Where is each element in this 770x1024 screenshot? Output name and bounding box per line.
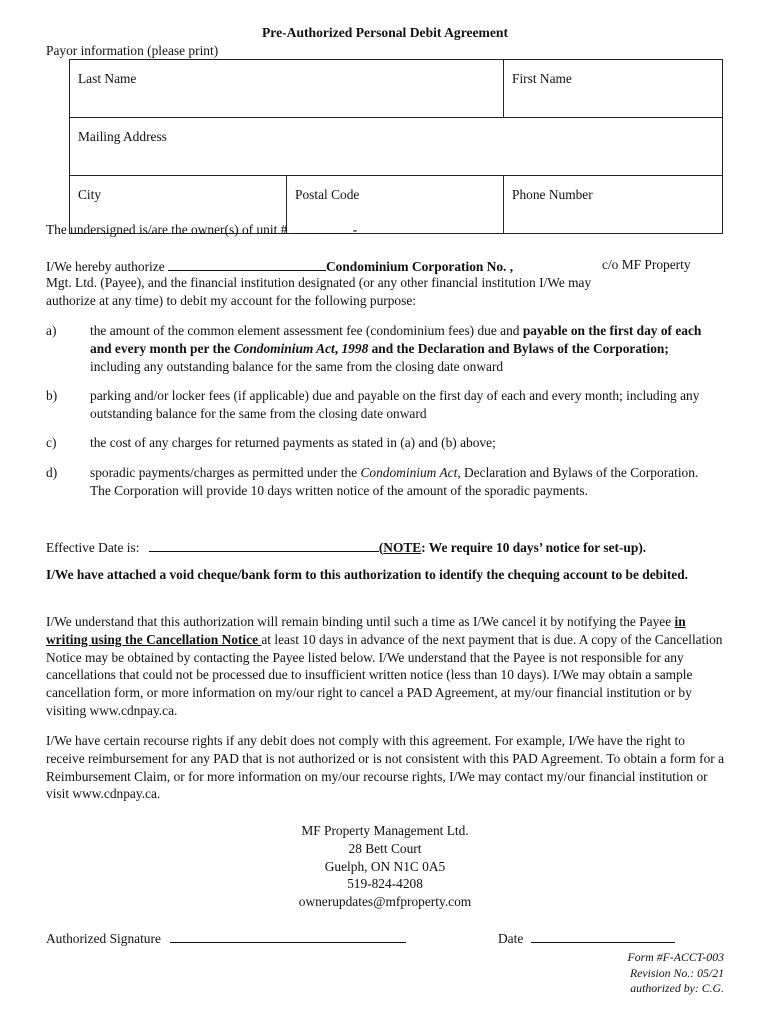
item-d-part-1: sporadic payments/charges as permitted under the — [90, 465, 361, 480]
cancellation-notice-emphasis: in writing using the Cancellation Notice — [46, 614, 686, 647]
authorize-text-2: c/o MF Property — [602, 257, 691, 272]
owner-unit-suffix: - — [352, 222, 358, 237]
first-name-label: First Name — [512, 71, 572, 86]
item-b-text: parking and/or locker fees (if applicable) due and payable on the first day of each and every month; including any outstanding balance for the same from the closing date onward — [90, 388, 700, 421]
owner-unit-line — [46, 219, 726, 239]
date-label: Date — [498, 931, 524, 946]
signature-line — [46, 928, 406, 948]
signature-blank[interactable] — [170, 928, 406, 943]
note-word: NOTE — [383, 540, 422, 555]
item-d-act-name: Condominium Act — [360, 465, 458, 480]
binding-text-1: I/We understand that this authorization will remain binding until such a time as I/We cancel it by notifying the Payee — [46, 614, 675, 629]
authorize-paragraph — [46, 256, 726, 310]
mailing-address-label: Mailing Address — [78, 129, 167, 144]
recourse-paragraph: I/We have certain recourse rights if any debit does not comply with this agreement. For example, I/We have the right to receive reimbursement for any PAD that is not authorized or is not consistent with this PAD Agreement. To obtain a form for a Reimbursement Claim, or for more information on my/our recourse rights, I/We may contact my/our financial institution or visit www.cdnpay.ca. — [46, 733, 725, 802]
email-address: ownerupdates@mfproperty.com — [298, 894, 472, 910]
item-a-text — [90, 322, 720, 375]
revision-number: Revision No.: 05/21 — [629, 965, 724, 980]
phone-number-label: Phone Number — [512, 187, 593, 202]
city-province-postal: Guelph, ON N1C 0A5 — [324, 858, 446, 874]
document-title: Pre-Authorized Personal Debit Agreement — [261, 25, 508, 40]
unit-number-blank[interactable] — [291, 219, 353, 234]
void-cheque-notice — [46, 566, 726, 584]
item-c-letter: c) — [46, 435, 57, 450]
authorize-line-2: Mgt. Ltd. (Payee), and the financial institution designated (or any other financial institution I/We may — [46, 275, 592, 290]
item-d-part-3: , Declaration and Bylaws of the Corporation. The Corporation will provide 10 days written notice of the amount of the sporadic payments. — [90, 465, 699, 498]
payor-info-label: Payor information (please print) — [46, 43, 219, 58]
item-a-part-2: payable on the first day of each and every month per the — [90, 323, 702, 356]
item-a-act-name: Condominium Act — [233, 340, 335, 356]
payee-address-block — [0, 822, 770, 911]
postal-code-label: Postal Code — [295, 187, 360, 202]
authorize-line-3: authorize at any time) to debit my account for the following purpose: — [46, 292, 416, 308]
item-d-text — [90, 464, 720, 500]
first-name-field[interactable] — [504, 60, 723, 118]
signature-label: Authorized Signature — [46, 931, 161, 946]
item-d-letter: d) — [46, 465, 58, 480]
item-a-part-4: , — [334, 340, 342, 356]
payor-info-table — [69, 59, 723, 234]
last-name-field[interactable] — [70, 60, 504, 118]
owner-unit-text: The undersigned is/are the owner(s) of unit # — [46, 222, 291, 237]
mailing-address-field[interactable] — [70, 118, 723, 176]
effective-date-label: Effective Date is: — [46, 540, 140, 555]
note-text: : We require 10 days’ notice for set-up). — [421, 540, 647, 555]
binding-text-2: at least 10 days in advance of the next payment that is due. A copy of the Cancellation Notice may be obtained by contacting the Payee listed below. I/We understand that the Payee is not responsible for any cancellations that could not be processed due to insufficient written notice (less than 10 days). I/We may obtain a sample cancellation form, or more information on my/our right to cancel a PAD Agreement, at my/our financial institution or by visiting www.cdnpay.ca. — [46, 631, 723, 718]
item-a-year: 1998 — [341, 340, 369, 356]
last-name-label: Last Name — [78, 71, 137, 86]
form-number: Form #F-ACCT-003 — [627, 950, 724, 964]
city-label: City — [78, 187, 102, 202]
authorize-text-1: I/We hereby authorize — [46, 259, 168, 274]
date-blank[interactable] — [531, 928, 675, 943]
binding-paragraph — [46, 613, 726, 720]
date-line — [498, 928, 675, 948]
void-cheque-text: I/We have attached a void cheque/bank form to this authorization to identify the chequing account to be debited. — [46, 567, 689, 582]
item-c-text: the cost of any charges for returned payments as stated in (a) and (b) above; — [90, 435, 496, 450]
item-a-part-6: and the Declaration and Bylaws of the Corporation; — [368, 340, 669, 356]
item-a-part-1: the amount of the common element assessment fee (condominium fees) due and — [90, 323, 523, 338]
form-reference — [628, 950, 724, 997]
condo-corp-label: Condominium Corporation No. , — [325, 259, 514, 274]
effective-date-line: Effective Date is: (NOTE: We require 10 days’ notice for set-up). — [46, 537, 726, 557]
authorized-by: authorized by: C.G. — [630, 981, 724, 995]
company-name: MF Property Management Ltd. — [301, 823, 469, 838]
phone-number: 519-824-4208 — [347, 876, 423, 892]
item-a-letter: a) — [46, 323, 57, 338]
effective-date-blank[interactable] — [149, 537, 379, 552]
item-a-part-7: including any outstanding balance for the same from the closing date onward — [90, 358, 504, 374]
item-b-letter: b) — [46, 388, 58, 403]
payee-name-blank[interactable] — [168, 256, 326, 271]
street-address: 28 Bett Court — [348, 840, 422, 856]
